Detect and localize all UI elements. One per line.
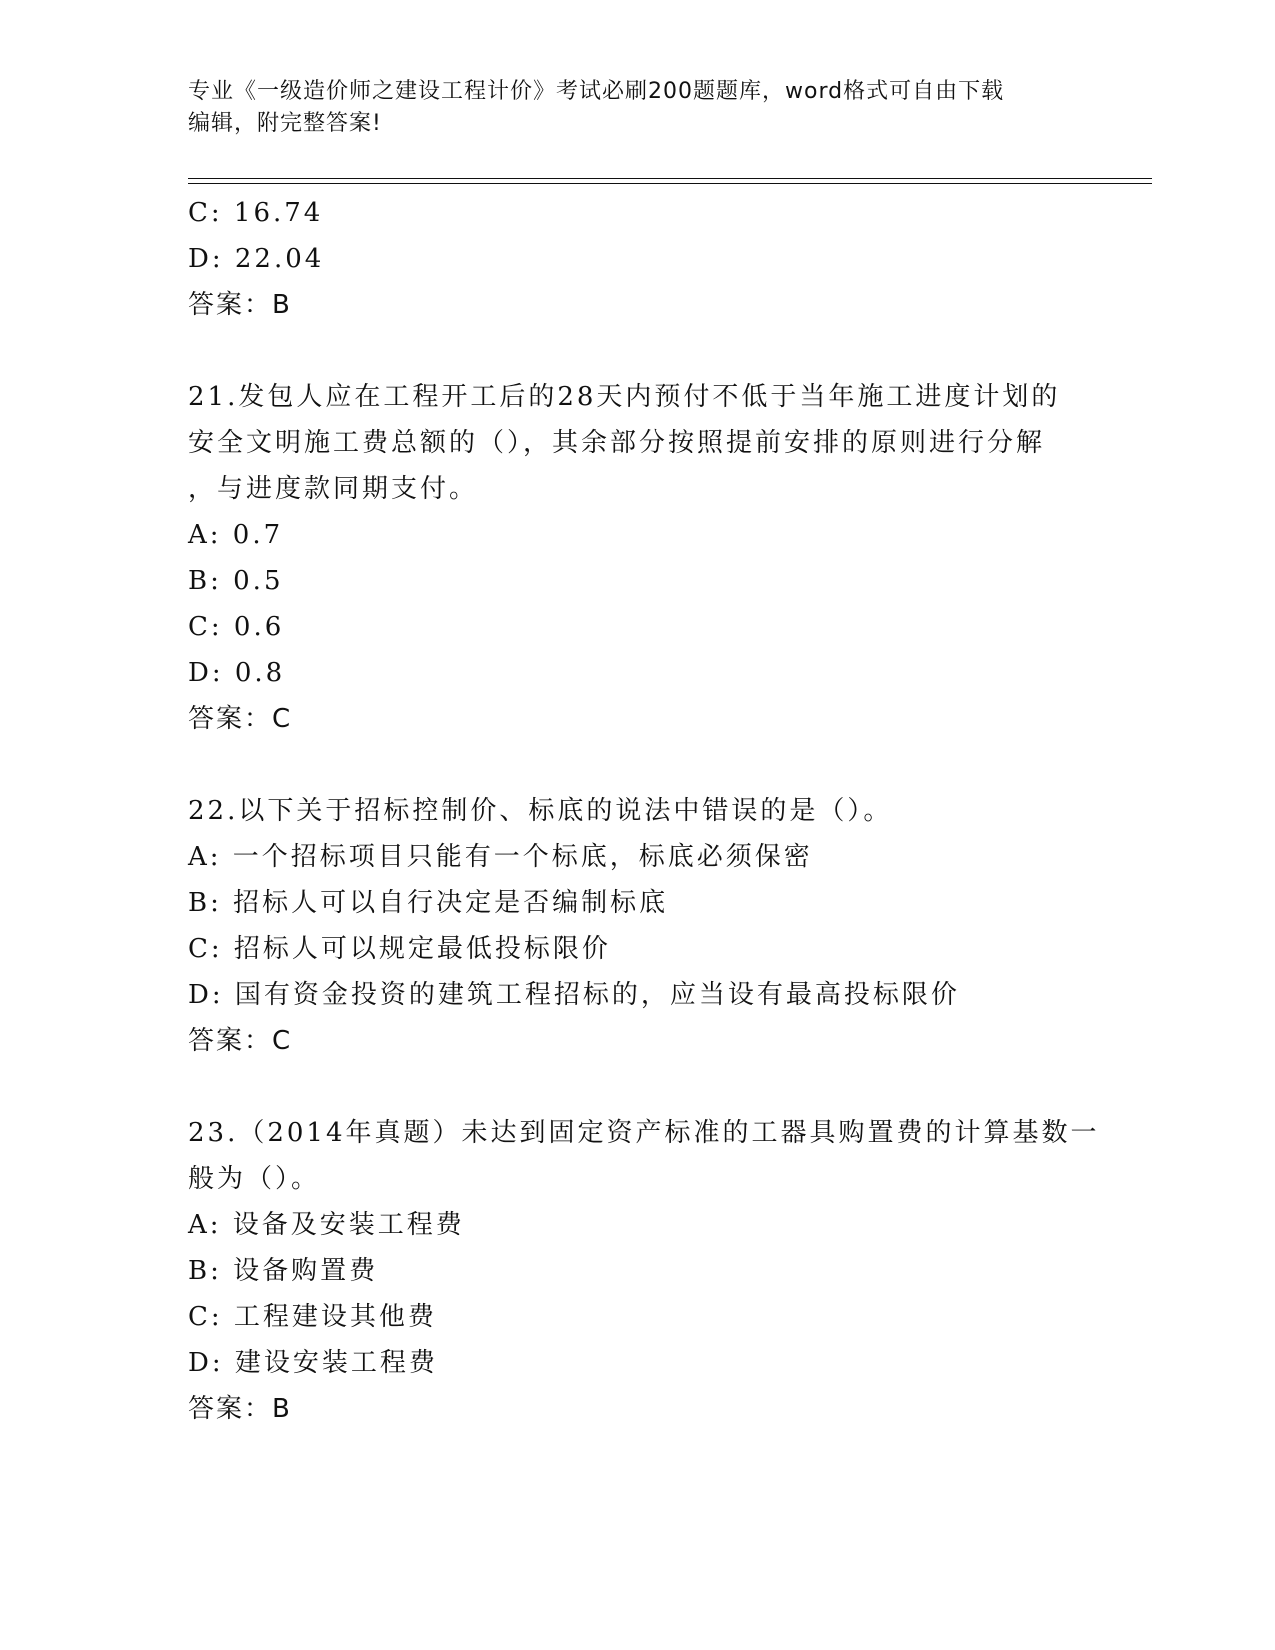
option-d: D: 22.04	[188, 244, 325, 274]
option-c: C: 招标人可以规定最低投标限价	[188, 934, 611, 964]
spacer	[188, 742, 1088, 788]
option-c: C: 16.74	[188, 198, 324, 228]
question-stem-line: 般为（）。	[188, 1164, 321, 1194]
answer-line: 答案：B	[188, 290, 292, 320]
option-d: D: 国有资金投资的建筑工程招标的，应当设有最高投标限价	[188, 980, 960, 1010]
option-a: A: 一个招标项目只能有一个标底，标底必须保密	[188, 842, 813, 872]
option-a: A: 0.7	[188, 520, 284, 550]
answer-line: 答案：C	[188, 704, 293, 734]
question-stem-line: 安全文明施工费总额的（），其余部分按照提前安排的原则进行分解	[188, 428, 1046, 458]
question-stem-line: 23.（2014年真题）未达到固定资产标准的工器具购置费的计算基数一	[188, 1118, 1100, 1148]
header-rule-bottom	[188, 183, 1152, 184]
option-b: B: 0.5	[188, 566, 284, 596]
header-line-1: 专业《一级造价师之建设工程计价》考试必刷200题题库，word格式可自由下载	[188, 79, 1005, 104]
option-c: C: 工程建设其他费	[188, 1302, 437, 1332]
document-body	[188, 190, 1100, 1432]
question-block-22	[188, 788, 1088, 1064]
answer-line: 答案：C	[188, 1026, 293, 1056]
option-d: D: 建设安装工程费	[188, 1348, 438, 1378]
answer-line: 答案：B	[188, 1394, 292, 1424]
header-rule-top	[188, 178, 1152, 179]
question-stem-line: 22.以下关于招标控制价、标底的说法中错误的是（）。	[188, 796, 893, 826]
option-d: D: 0.8	[188, 658, 286, 688]
option-a: A: 设备及安装工程费	[188, 1210, 465, 1240]
question-stem-line: ，与进度款同期支付。	[188, 474, 479, 504]
spacer	[188, 328, 1088, 374]
option-c: C: 0.6	[188, 612, 285, 642]
question-block-21	[188, 374, 1088, 742]
document-header	[188, 76, 1068, 140]
question-block-23	[188, 1110, 1100, 1432]
option-b: B: 招标人可以自行决定是否编制标底	[188, 888, 669, 918]
option-b: B: 设备购置费	[188, 1256, 379, 1286]
question-block-prev	[188, 190, 1088, 328]
header-line-2: 编辑，附完整答案!	[188, 111, 382, 136]
spacer	[188, 1064, 1088, 1110]
question-stem-line: 21.发包人应在工程开工后的28天内预付不低于当年施工进度计划的	[188, 382, 1061, 412]
